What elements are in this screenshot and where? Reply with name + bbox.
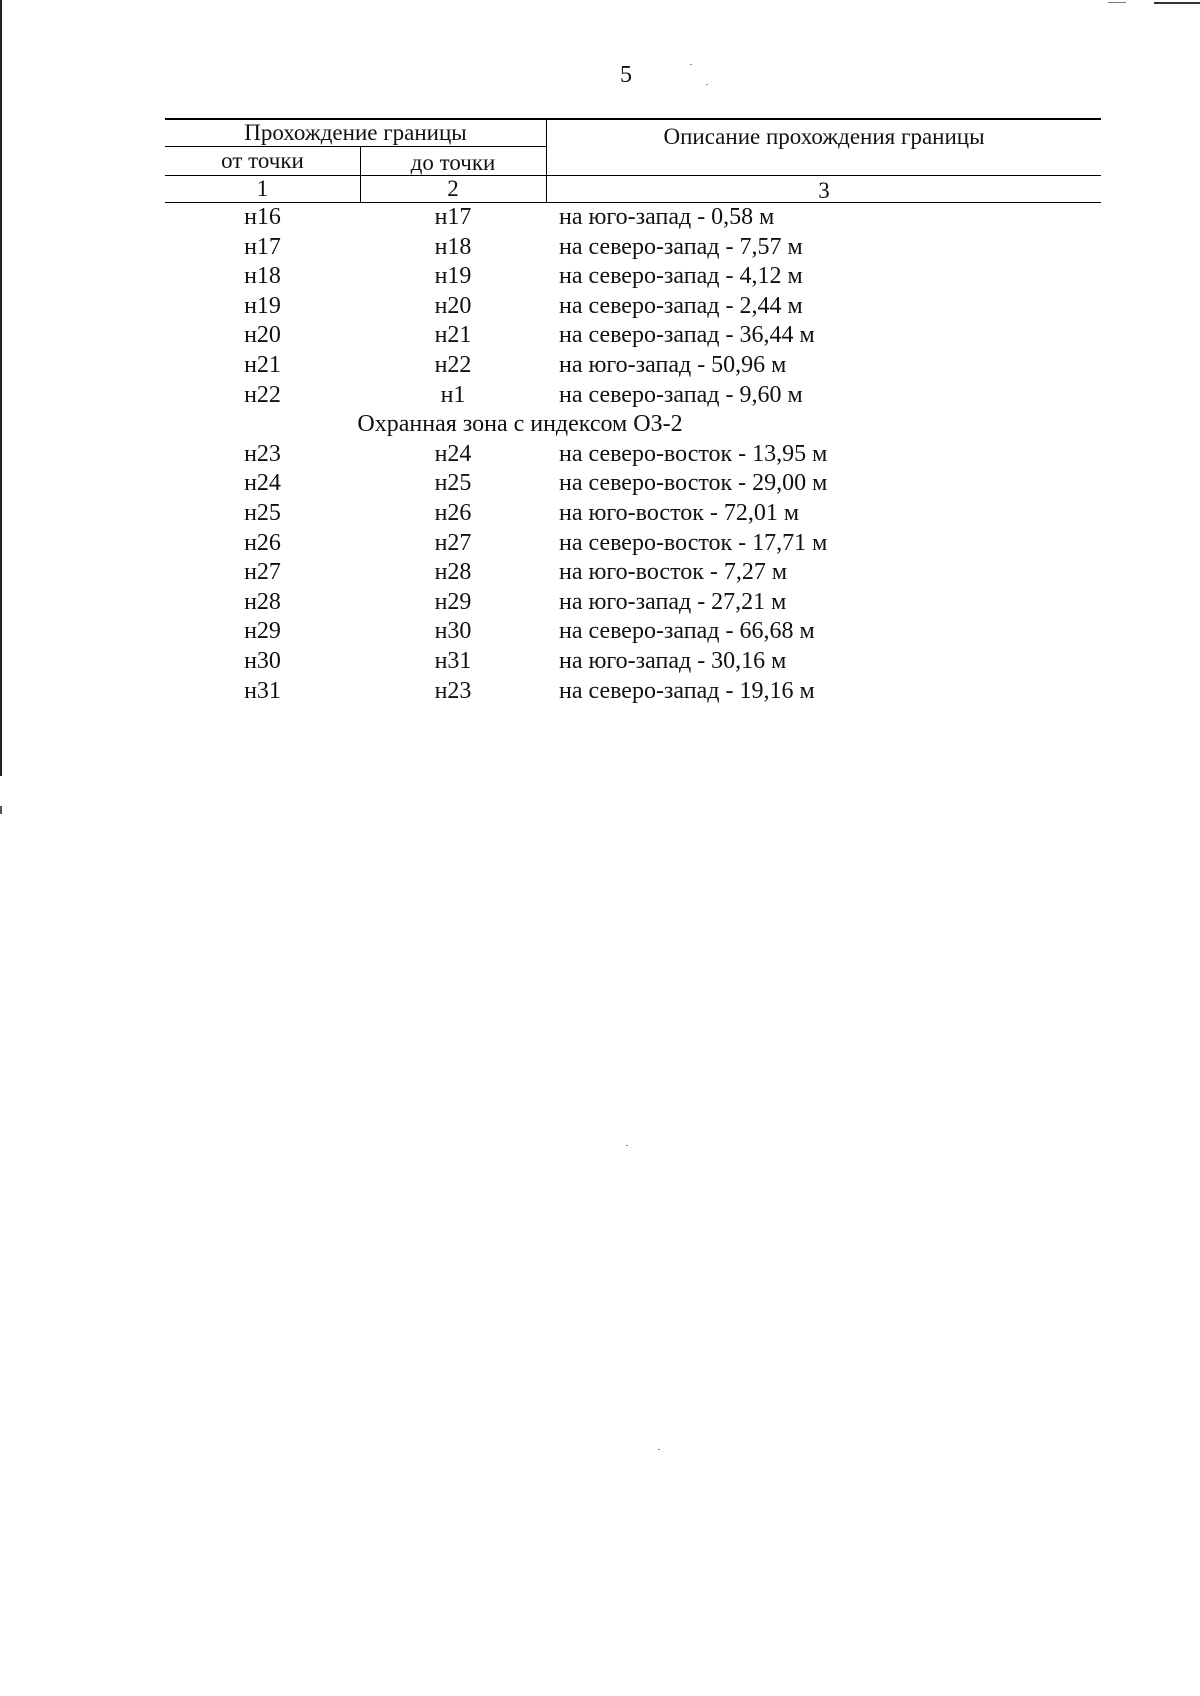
boundary-description: на северо-запад - 4,12 м bbox=[559, 263, 803, 290]
boundary-description: на северо-запад - 66,68 м bbox=[559, 618, 815, 645]
table-row bbox=[165, 469, 1101, 499]
from-point: н25 bbox=[244, 499, 281, 526]
from-point: н20 bbox=[244, 322, 281, 349]
to-point: н17 bbox=[434, 204, 472, 230]
table-row bbox=[165, 617, 1101, 647]
column-number-2: 2 bbox=[447, 176, 459, 201]
table-row bbox=[165, 558, 1101, 588]
table-row bbox=[165, 440, 1101, 470]
from-point: н28 bbox=[244, 588, 281, 615]
from-point: н21 bbox=[244, 351, 281, 378]
scan-speck bbox=[706, 84, 708, 85]
to-point: н27 bbox=[434, 529, 472, 556]
table-rule-group bbox=[165, 146, 546, 147]
table-row bbox=[165, 203, 1101, 233]
table-row bbox=[165, 321, 1101, 351]
boundary-description: на юго-запад - 27,21 м bbox=[559, 588, 787, 615]
from-point: н24 bbox=[244, 470, 281, 497]
scan-left-tick bbox=[0, 806, 2, 814]
from-point: н31 bbox=[244, 677, 281, 704]
header-to-point: до точки bbox=[410, 150, 496, 175]
header-group-title: Прохождение границы bbox=[244, 120, 467, 145]
boundary-description: на юго-запад - 50,96 м bbox=[559, 351, 787, 378]
boundary-description: на северо-запад - 2,44 м bbox=[559, 292, 803, 319]
table-row bbox=[165, 677, 1101, 707]
from-point: н30 bbox=[244, 647, 281, 674]
scan-speck bbox=[690, 64, 692, 65]
table-row bbox=[165, 233, 1101, 263]
table-row bbox=[165, 499, 1101, 529]
boundary-description: на северо-запад - 36,44 м bbox=[559, 322, 815, 349]
boundary-description: на юго-восток - 7,27 м bbox=[559, 559, 788, 586]
from-point: н22 bbox=[244, 381, 281, 408]
from-point: н23 bbox=[244, 440, 281, 467]
table-row bbox=[165, 262, 1101, 292]
table-row bbox=[165, 292, 1101, 322]
table-row bbox=[165, 588, 1101, 618]
from-point: н29 bbox=[244, 618, 281, 645]
boundary-description: на северо-восток - 29,00 м bbox=[559, 470, 828, 497]
scan-left-edge bbox=[0, 0, 2, 776]
section-heading bbox=[165, 410, 1101, 440]
boundary-description: на северо-восток - 17,71 м bbox=[559, 529, 828, 556]
table-row bbox=[165, 381, 1101, 411]
to-point: н28 bbox=[434, 559, 472, 586]
column-number-1: 1 bbox=[256, 176, 269, 201]
to-point: н26 bbox=[434, 499, 472, 526]
to-point: н20 bbox=[434, 292, 472, 319]
header-from-point: от точки bbox=[221, 148, 304, 173]
header-description: Описание прохождения границы bbox=[663, 124, 985, 149]
to-point: н30 bbox=[434, 618, 472, 645]
to-point: н19 bbox=[434, 263, 472, 290]
to-point: н29 bbox=[434, 588, 472, 615]
boundary-description: на юго-восток - 72,01 м bbox=[559, 499, 800, 526]
scan-speck bbox=[626, 1145, 628, 1146]
table-row bbox=[165, 351, 1101, 381]
scan-corner-mark bbox=[1154, 2, 1200, 4]
scan-corner-mark bbox=[1108, 2, 1126, 3]
table-body bbox=[165, 203, 1101, 706]
section-title: Охранная зона с индексом ОЗ-2 bbox=[357, 411, 683, 438]
to-point: н23 bbox=[434, 677, 472, 704]
to-point: н31 bbox=[434, 647, 472, 674]
table-row bbox=[165, 647, 1101, 677]
to-point: н24 bbox=[434, 440, 472, 467]
to-point: н1 bbox=[440, 381, 466, 408]
from-point: н16 bbox=[244, 204, 281, 230]
column-number-3: 3 bbox=[818, 178, 830, 203]
to-point: н21 bbox=[434, 322, 472, 349]
boundary-description: на северо-запад - 7,57 м bbox=[559, 233, 803, 260]
scan-speck bbox=[658, 1449, 660, 1450]
to-point: н25 bbox=[434, 470, 472, 497]
from-point: н26 bbox=[244, 529, 281, 556]
to-point: н18 bbox=[434, 233, 472, 260]
boundary-description: на северо-запад - 9,60 м bbox=[559, 381, 803, 408]
from-point: н17 bbox=[244, 233, 281, 260]
from-point: н27 bbox=[244, 559, 281, 586]
from-point: н18 bbox=[244, 263, 281, 290]
boundary-description: на северо-запад - 19,16 м bbox=[559, 677, 815, 704]
page-number: 5 bbox=[620, 62, 632, 88]
to-point: н22 bbox=[434, 351, 472, 378]
boundary-description: на северо-восток - 13,95 м bbox=[559, 440, 828, 467]
table-row bbox=[165, 529, 1101, 559]
boundary-description: на юго-запад - 0,58 м bbox=[559, 204, 775, 230]
from-point: н19 bbox=[244, 292, 281, 319]
boundary-description: на юго-запад - 30,16 м bbox=[559, 647, 787, 674]
